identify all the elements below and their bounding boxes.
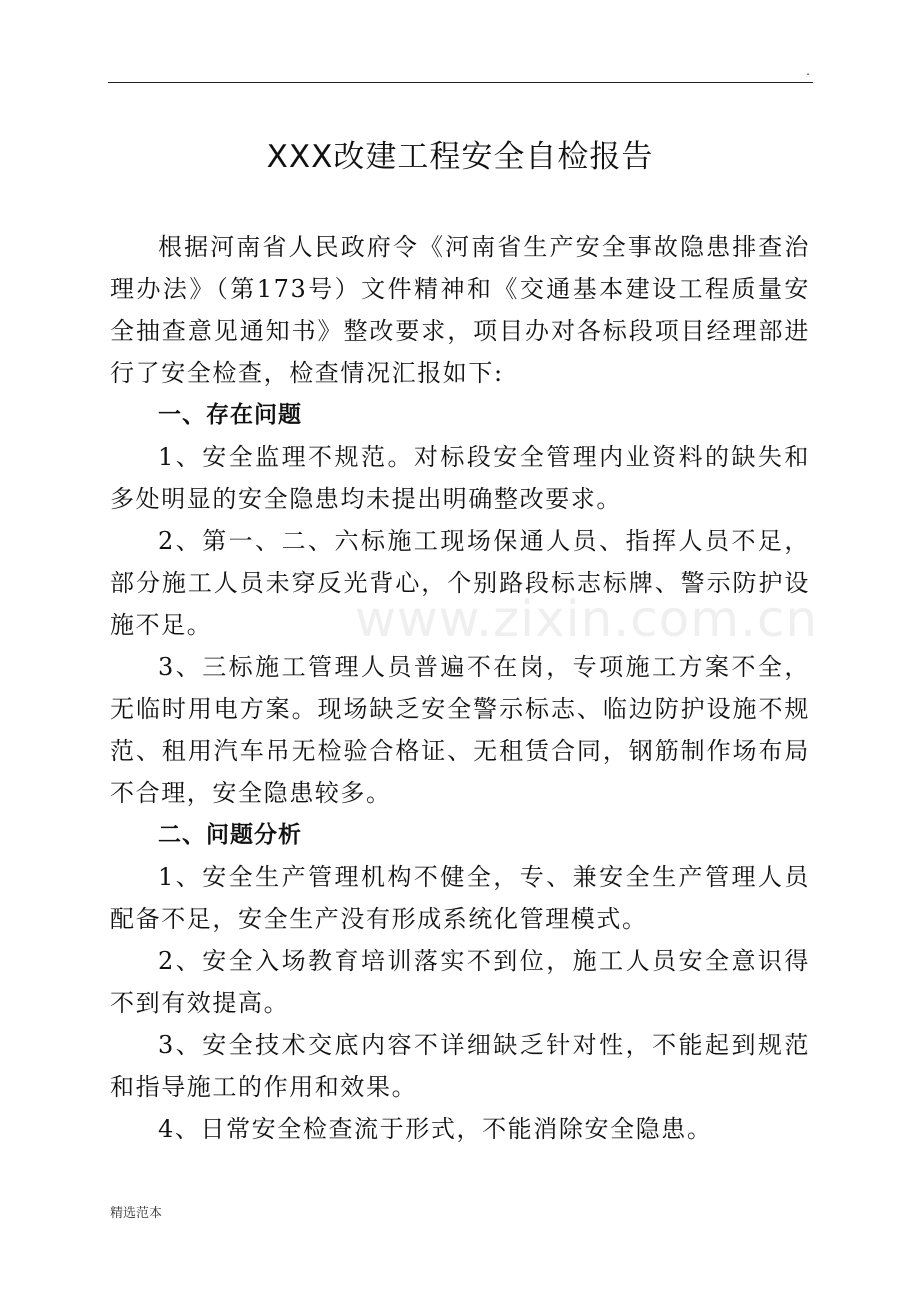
section-problems (110, 394, 810, 814)
section-analysis (110, 814, 810, 1150)
header-rule (108, 82, 813, 83)
footer-label: 精选范本 (110, 1206, 163, 1221)
list-item: 1、安全监理不规范。对标段安全管理内业资料的缺失和多处明显的安全隐患均未提出明确整改要求。 (110, 443, 810, 513)
list-item: 2、安全入场教育培训落实不到位，施工人员安全意识得不到有效提高。 (110, 947, 810, 1017)
document-title: XXX改建工程安全自检报告 (266, 139, 654, 175)
header-dot: . (806, 64, 810, 78)
list-item: 2、第一、二、六标施工现场保通人员、指挥人员不足，部分施工人员未穿反光背心，个别路段标志标牌、警示防护设施不足。 (110, 527, 810, 639)
document-body (110, 226, 810, 1150)
watermark: www.zixin.com.cn (355, 590, 819, 648)
list-item: 4、日常安全检查流于形式，不能消除安全隐患。 (158, 1115, 713, 1143)
list-item: 3、三标施工管理人员普遍不在岗，专项施工方案不全，无临时用电方案。现场缺乏安全警示标志、临边防护设施不规范、租用汽车吊无检验合格证、无租赁合同，钢筋制作场布局不合理，安全隐患较多。 (110, 653, 810, 807)
section-heading: 二、问题分析 (158, 822, 302, 848)
list-item: 3、安全技术交底内容不详细缺乏针对性，不能起到规范和指导施工的作用和效果。 (110, 1031, 810, 1101)
intro-paragraph: 根据河南省人民政府令《河南省生产安全事故隐患排查治理办法》（第173号）文件精神和《交通基本建设工程质量安全抽查意见通知书》整改要求，项目办对各标段项目经理部进行了安全检查，检查情况汇报如下: (110, 233, 810, 387)
list-item: 1、安全生产管理机构不健全，专、兼安全生产管理人员配备不足，安全生产没有形成系统化管理模式。 (110, 863, 810, 933)
section-heading: 一、存在问题 (158, 402, 302, 428)
